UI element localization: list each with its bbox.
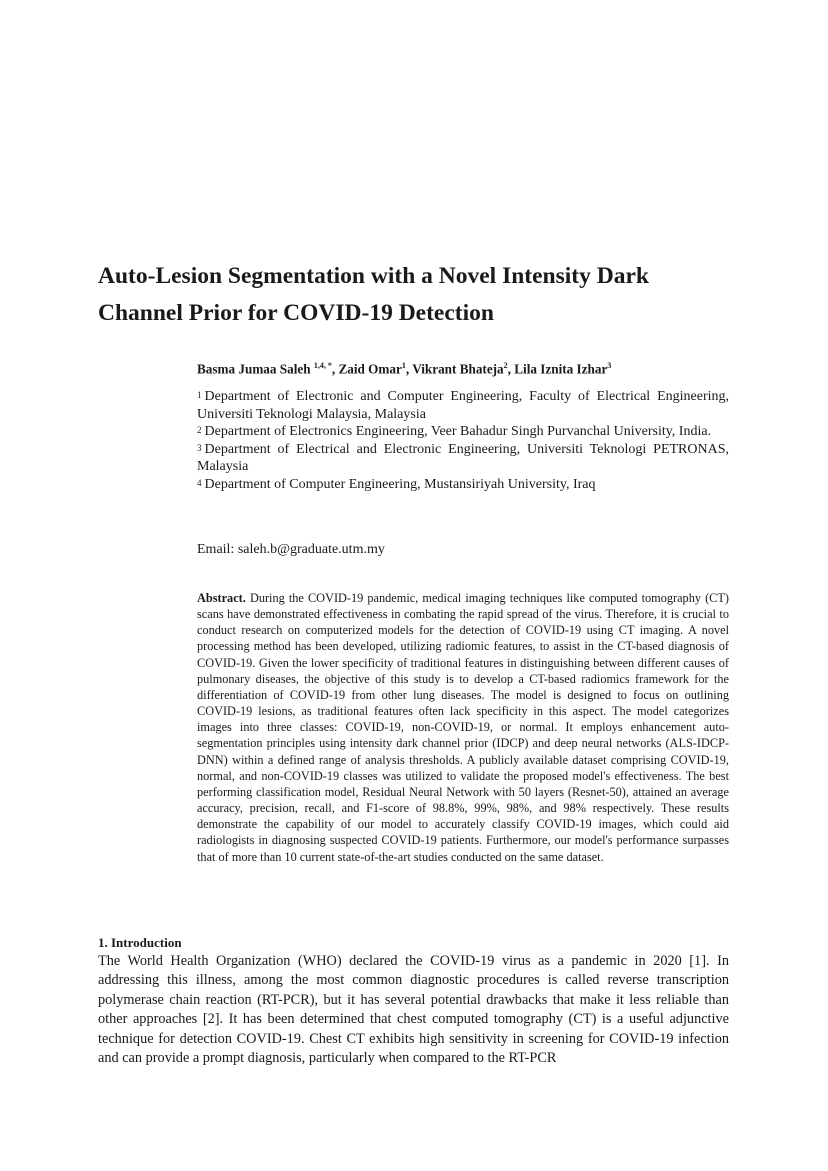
introduction-paragraph: The World Health Organization (WHO) declared the COVID-19 virus as a pandemic in 2020 [1]. In addressing this illness, among the most common diagnostic procedures is called reverse transcription polymerase chain reaction (RT-PCR), but it has several potential drawbacks that make it less reliable than other approaches [2]. It has been determined that chest computed tomography (CT) is a useful adjunctive technique for detection COVID-19. Chest CT exhibits high sensitivity in screening for COVID-19 infection and can provide a prompt diagnosis, particularly when compared to the RT-PCR <box>98 953 729 1067</box>
affiliation-text: Department of Electrical and Electronic Engineering, Universiti Teknologi PETRONAS, Malaysia <box>197 441 729 474</box>
affiliation-2 <box>197 423 729 441</box>
affiliation-text: Department of Electronic and Computer Engineering, Faculty of Electrical Engineering, Universiti Teknologi Malaysia, Malaysia <box>197 389 729 422</box>
section-heading-introduction: 1. Introduction <box>98 935 182 950</box>
paper-title: Auto-Lesion Segmentation with a Novel Intensity Dark Channel Prior for COVID-19 Detection <box>98 263 649 326</box>
affiliation-text: Department of Computer Engineering, Mustansiriyah University, Iraq <box>204 476 596 492</box>
abstract-text: During the COVID-19 pandemic, medical imaging techniques like computed tomography (CT) scans have demonstrated effectiveness in combating the rapid spread of the virus. Therefore, it is crucial to conduct research on computerized models for the detection of COVID-19 using CT imaging. A novel processing method has been developed, utilizing radiomic features, to assist in the CT-based diagnosis of COVID-19. Given the lower specificity of traditional features in distinguishing between different causes of pulmonary diseases, the objective of this study is to develop a CT-based radiomics framework for the differentiation of COVID-19 from other lung diseases. The model is designed to focus on outlining COVID-19 lesions, as traditional features often lack specificity in this aspect. The model categorizes images into three classes: COVID-19, non-COVID-19, or normal. It employs enhancement auto-segmentation principles using intensity dark channel prior (IDCP) and deep neural networks (ALS-IDCP-DNN) within a defined range of analysis thresholds. A publicly available dataset comprising COVID-19, normal, and non-COVID-19 classes was utilized to validate the proposed model's effectiveness. The best performing classification model, Residual Neural Network with 50 layers (Resnet-50), attained an average accuracy, precision, recall, and F1-score of 98.8%, 99%, 98%, and 98% respectively. These results demonstrate the capability of our model to accurately classify COVID-19 images, which could aid radiologists in diagnosing suspected COVID-19 patients. Furthermore, our model's performance surpasses that of more than 10 current state-of-the-art studies conducted on the same dataset. <box>197 591 729 864</box>
affiliation-number: 3 <box>197 442 202 453</box>
affiliation-4 <box>197 476 729 494</box>
affiliation-text: Department of Electronics Engineering, Veer Bahadur Singh Purvanchal University, India. <box>204 424 712 439</box>
abstract <box>197 590 729 865</box>
affiliation-number: 2 <box>197 425 202 435</box>
affiliation-number: 4 <box>197 477 202 488</box>
abstract-label: Abstract. <box>197 591 246 605</box>
author-list: Basma Jumaa Saleh $^{1,4, *}$, Zaid Omar$^1$, Vikrant Bhateja$^2$, Lila Iznita Izhar$^3$ <box>197 361 612 377</box>
contact-email: Email: saleh.b@graduate.utm.my <box>197 542 385 557</box>
affiliation-number: 1 <box>197 390 202 400</box>
affiliation-3 <box>197 441 729 476</box>
affiliation-list <box>197 388 729 493</box>
affiliation-1 <box>197 388 729 423</box>
